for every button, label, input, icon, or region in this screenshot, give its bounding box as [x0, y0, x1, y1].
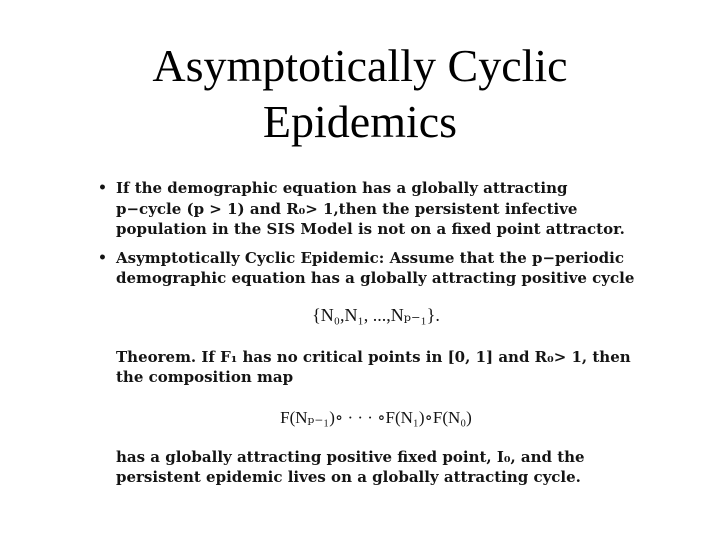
bullet-dot-icon: • [98, 249, 107, 266]
bullet-2-text: Assume that the p−periodic demographic equation has a globally attracting positive cycle [116, 248, 635, 287]
bullet-item-2 [96, 248, 636, 289]
theorem-text: Theorem. If F₁ has no critical points in [0, 1] and R₀> 1, then the composition map [116, 347, 631, 386]
bullet-item-1 [96, 178, 636, 240]
cycle-set: {N₀,N₁, ...,Nₚ₋₁}. [312, 304, 440, 325]
bullet-dot-icon: • [98, 180, 107, 196]
bullet-2-lead: Asymptotically Cyclic Epidemic: [116, 248, 385, 267]
title-line-1: Asymptotically Cyclic [152, 40, 568, 91]
slide-body [96, 178, 636, 503]
title-line-2: Epidemics [262, 96, 458, 147]
conclusion-text: has a globally attracting positive fixed point, I₀, and the persistent epidemic lives on a globally attracting cycle. [116, 447, 585, 486]
slide-title [0, 38, 720, 150]
bullet-1-text: If the demographic equation has a globally attracting p−cycle (p > 1) and R₀> 1,then the persistent infective population in the SIS Model is not on a fixed point attractor. [116, 179, 625, 238]
composition-map: F(Nₚ₋₁)∘ · · · ∘F(N₁)∘F(N₀) [280, 407, 472, 427]
